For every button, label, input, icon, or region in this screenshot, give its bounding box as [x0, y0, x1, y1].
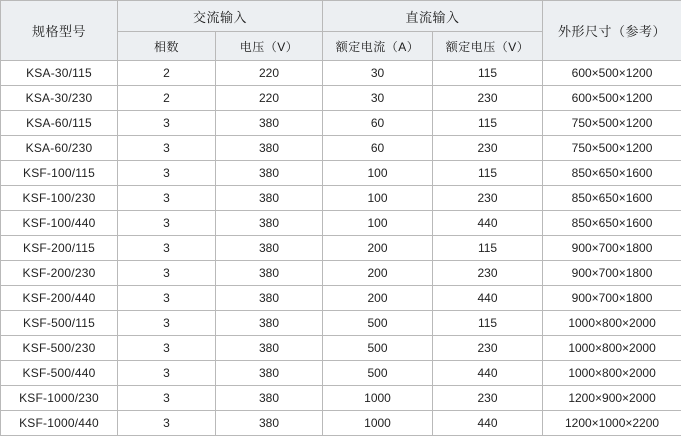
- column-header-voltage: 电压（V）: [216, 32, 323, 61]
- cell-dimensions: 750×500×1200: [543, 111, 681, 136]
- cell-model: KSF-100/440: [1, 211, 118, 236]
- cell-rated-current: 500: [323, 361, 433, 386]
- cell-dimensions: 850×650×1600: [543, 161, 681, 186]
- cell-rated-voltage: 230: [433, 136, 543, 161]
- cell-voltage: 380: [216, 411, 323, 436]
- cell-dimensions: 900×700×1800: [543, 261, 681, 286]
- table-row: [1, 411, 681, 436]
- table-row: [1, 161, 681, 186]
- cell-phase: 3: [118, 186, 216, 211]
- cell-rated-voltage: 440: [433, 211, 543, 236]
- cell-rated-current: 1000: [323, 411, 433, 436]
- column-header-model: 规格型号: [1, 1, 118, 61]
- cell-voltage: 220: [216, 61, 323, 86]
- cell-rated-voltage: 115: [433, 61, 543, 86]
- cell-phase: 3: [118, 411, 216, 436]
- cell-voltage: 380: [216, 186, 323, 211]
- cell-dimensions: 600×500×1200: [543, 86, 681, 111]
- cell-phase: 3: [118, 286, 216, 311]
- cell-voltage: 220: [216, 86, 323, 111]
- table-row: [1, 386, 681, 411]
- cell-model: KSA-60/115: [1, 111, 118, 136]
- column-header-rated-voltage: 额定电压（V）: [433, 32, 543, 61]
- cell-voltage: 380: [216, 236, 323, 261]
- cell-phase: 3: [118, 236, 216, 261]
- column-header-rated-current: 额定电流（A）: [323, 32, 433, 61]
- cell-phase: 2: [118, 61, 216, 86]
- cell-phase: 3: [118, 111, 216, 136]
- cell-dimensions: 900×700×1800: [543, 236, 681, 261]
- cell-rated-current: 200: [323, 236, 433, 261]
- cell-model: KSF-200/115: [1, 236, 118, 261]
- cell-rated-voltage: 115: [433, 111, 543, 136]
- cell-rated-current: 60: [323, 111, 433, 136]
- cell-rated-current: 200: [323, 286, 433, 311]
- cell-dimensions: 850×650×1600: [543, 211, 681, 236]
- cell-voltage: 380: [216, 136, 323, 161]
- cell-voltage: 380: [216, 111, 323, 136]
- table-row: [1, 61, 681, 86]
- cell-dimensions: 750×500×1200: [543, 136, 681, 161]
- cell-rated-current: 100: [323, 186, 433, 211]
- cell-rated-current: 1000: [323, 386, 433, 411]
- cell-phase: 2: [118, 86, 216, 111]
- cell-model: KSA-30/230: [1, 86, 118, 111]
- cell-rated-voltage: 440: [433, 411, 543, 436]
- cell-dimensions: 1000×800×2000: [543, 336, 681, 361]
- cell-phase: 3: [118, 386, 216, 411]
- cell-rated-current: 200: [323, 261, 433, 286]
- cell-rated-voltage: 230: [433, 386, 543, 411]
- cell-dimensions: 900×700×1800: [543, 286, 681, 311]
- cell-rated-voltage: 230: [433, 86, 543, 111]
- cell-dimensions: 1200×1000×2200: [543, 411, 681, 436]
- cell-rated-voltage: 230: [433, 186, 543, 211]
- cell-phase: 3: [118, 311, 216, 336]
- table-row: [1, 111, 681, 136]
- cell-rated-current: 100: [323, 211, 433, 236]
- cell-rated-current: 500: [323, 311, 433, 336]
- cell-voltage: 380: [216, 261, 323, 286]
- column-header-ac-input: 交流输入: [118, 1, 323, 32]
- table-row: [1, 136, 681, 161]
- cell-rated-voltage: 230: [433, 336, 543, 361]
- cell-rated-voltage: 440: [433, 361, 543, 386]
- cell-rated-voltage: 440: [433, 286, 543, 311]
- cell-model: KSF-200/230: [1, 261, 118, 286]
- table-row: [1, 336, 681, 361]
- cell-model: KSF-100/115: [1, 161, 118, 186]
- cell-model: KSA-30/115: [1, 61, 118, 86]
- cell-dimensions: 600×500×1200: [543, 61, 681, 86]
- table-row: [1, 211, 681, 236]
- cell-voltage: 380: [216, 386, 323, 411]
- table-row: [1, 186, 681, 211]
- cell-phase: 3: [118, 261, 216, 286]
- table-row: [1, 361, 681, 386]
- cell-phase: 3: [118, 136, 216, 161]
- column-header-phase: 相数: [118, 32, 216, 61]
- cell-dimensions: 1000×800×2000: [543, 361, 681, 386]
- cell-dimensions: 850×650×1600: [543, 186, 681, 211]
- cell-voltage: 380: [216, 311, 323, 336]
- cell-rated-voltage: 230: [433, 261, 543, 286]
- cell-voltage: 380: [216, 361, 323, 386]
- cell-phase: 3: [118, 336, 216, 361]
- cell-model: KSF-200/440: [1, 286, 118, 311]
- cell-rated-voltage: 115: [433, 311, 543, 336]
- cell-model: KSA-60/230: [1, 136, 118, 161]
- cell-dimensions: 1200×900×2000: [543, 386, 681, 411]
- table-body: [1, 61, 681, 436]
- cell-voltage: 380: [216, 211, 323, 236]
- table-row: [1, 286, 681, 311]
- column-header-dc-input: 直流输入: [323, 1, 543, 32]
- cell-model: KSF-500/115: [1, 311, 118, 336]
- cell-phase: 3: [118, 361, 216, 386]
- cell-dimensions: 1000×800×2000: [543, 311, 681, 336]
- cell-rated-voltage: 115: [433, 161, 543, 186]
- table-row: [1, 86, 681, 111]
- table-row: [1, 236, 681, 261]
- cell-model: KSF-500/230: [1, 336, 118, 361]
- cell-rated-current: 100: [323, 161, 433, 186]
- cell-voltage: 380: [216, 286, 323, 311]
- table-header: [1, 1, 681, 61]
- cell-rated-current: 30: [323, 86, 433, 111]
- table-header-row-main: [1, 1, 681, 32]
- table-row: [1, 261, 681, 286]
- cell-model: KSF-500/440: [1, 361, 118, 386]
- cell-voltage: 380: [216, 161, 323, 186]
- cell-model: KSF-1000/440: [1, 411, 118, 436]
- cell-model: KSF-100/230: [1, 186, 118, 211]
- cell-model: KSF-1000/230: [1, 386, 118, 411]
- cell-phase: 3: [118, 211, 216, 236]
- cell-rated-current: 500: [323, 336, 433, 361]
- cell-phase: 3: [118, 161, 216, 186]
- cell-voltage: 380: [216, 336, 323, 361]
- column-header-dimensions: 外形尺寸（参考）: [543, 1, 681, 61]
- table-row: [1, 311, 681, 336]
- cell-rated-current: 30: [323, 61, 433, 86]
- cell-rated-current: 60: [323, 136, 433, 161]
- cell-rated-voltage: 115: [433, 236, 543, 261]
